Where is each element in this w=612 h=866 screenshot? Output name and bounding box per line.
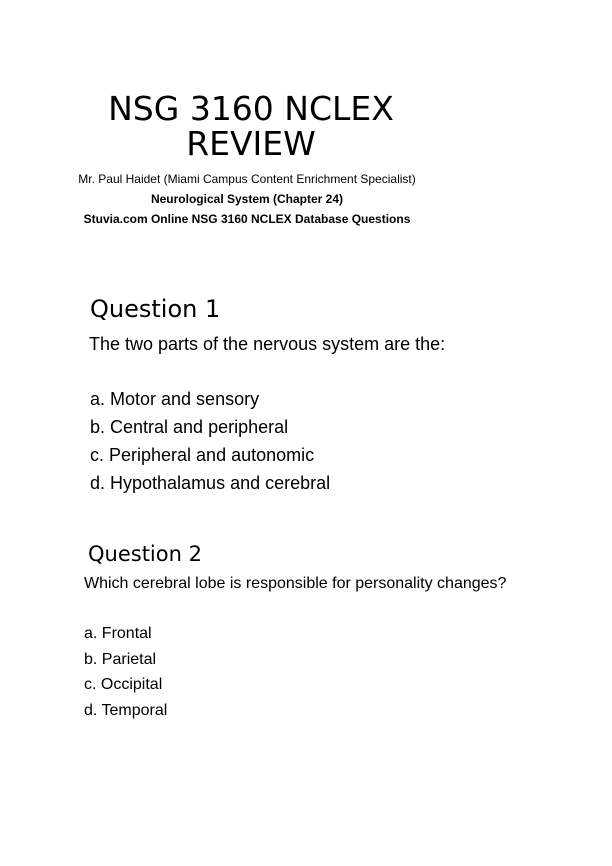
- answer-option: a. Frontal: [84, 625, 152, 642]
- question-text: The two parts of the nervous system are the:: [89, 334, 446, 354]
- page-title-line-2: REVIEW: [186, 124, 316, 163]
- answer-options: [90, 387, 330, 499]
- answer-option: c. Peripheral and autonomic: [90, 445, 315, 465]
- answer-option: c. Occipital: [84, 676, 163, 693]
- answer-option: b. Parietal: [84, 650, 157, 668]
- answer-option: d. Hypothalamus and cerebral: [90, 473, 331, 493]
- question-heading: Question 2: [88, 542, 202, 566]
- answer-option: a. Motor and sensory: [90, 389, 260, 409]
- page-title-line-1: NSG 3160 NCLEX: [108, 89, 394, 128]
- author-line: Mr. Paul Haidet (Miami Campus Content Enrichment Specialist): [78, 172, 416, 186]
- answer-options: [84, 624, 167, 726]
- answer-option: b. Central and peripheral: [90, 417, 289, 437]
- answer-option: d. Temporal: [84, 701, 168, 719]
- question-text: Which cerebral lobe is responsible for personality changes?: [84, 575, 507, 592]
- question-heading: Question 1: [90, 295, 221, 323]
- source-line: Stuvia.com Online NSG 3160 NCLEX Database Questions: [83, 212, 411, 226]
- topic-line: Neurological System (Chapter 24): [150, 192, 344, 206]
